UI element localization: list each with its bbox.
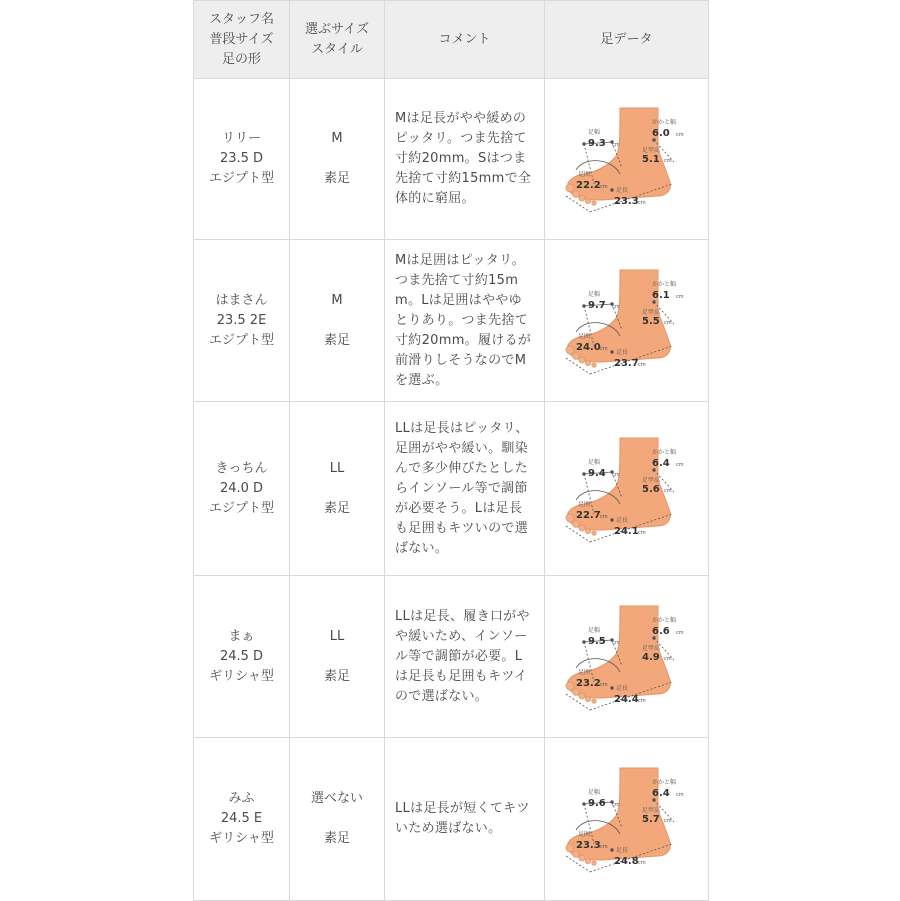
- foot-shape: ギリシャ型: [209, 668, 274, 684]
- heel-value: 6.4: [651, 788, 670, 799]
- size-cell: [290, 79, 385, 240]
- size-cell: [290, 240, 385, 402]
- size-cell: [290, 402, 385, 576]
- length-unit: cm: [637, 697, 646, 704]
- comment-text: LLは足長はピッタリ、足囲がやや緩い。馴染んで多少伸びたとしたらインソール等で調節が必要そう。Lは足長も足囲もキツいので選ばない。: [395, 420, 529, 556]
- girth-value: 22.7: [575, 509, 601, 521]
- staff-name: きっちん: [215, 460, 268, 476]
- girth-label: 足囲: [577, 831, 590, 838]
- comment-cell: [385, 738, 545, 901]
- staff-name: まぁ: [228, 628, 255, 644]
- foot-shape: エジプト型: [208, 171, 274, 186]
- foot-shape: エジプト型: [208, 332, 274, 348]
- length-value: 24.8: [613, 856, 639, 867]
- heel-label: かかと幅: [651, 119, 676, 126]
- instep-label: 足甲高: [641, 476, 660, 484]
- girth-value: 23.3: [575, 840, 601, 851]
- girth-label: 足囲: [577, 668, 590, 676]
- foot-data-cell: [545, 576, 709, 738]
- width-label: 足幅: [587, 129, 600, 136]
- comment-text: LLは足長が短くてキツいため選ばない。: [395, 801, 530, 836]
- width-label: 足幅: [587, 290, 600, 298]
- header-size: [290, 1, 385, 79]
- girth-label: 足囲: [577, 500, 590, 508]
- heel-unit: cm: [675, 629, 684, 636]
- width-unit: cm: [611, 471, 620, 478]
- foot-diagram: [562, 104, 692, 214]
- length-value: 23.3: [613, 196, 639, 207]
- heel-unit: cm: [675, 293, 684, 300]
- length-value: 24.4: [613, 693, 639, 705]
- table-row: [194, 576, 709, 738]
- header-chosen-size: 選ぶサイズ: [305, 21, 369, 37]
- length-unit: cm: [637, 361, 646, 368]
- length-value: 24.1: [613, 525, 639, 537]
- width-label: 足幅: [587, 458, 600, 466]
- chosen-size: LL: [329, 628, 345, 644]
- instep-unit: cm: [663, 319, 672, 326]
- heel-value: 6.4: [651, 457, 670, 469]
- comment-text: Mは足囲はピッタリ。つま先捨て寸約15mm。Lは足囲はややゆとりあり。つま先捨て寸約20mm。履けるが前滑りしそうなのでMを選ぶ。: [395, 252, 532, 388]
- staff-cell: [194, 240, 290, 402]
- staff-cell: [194, 402, 290, 576]
- width-value: 9.7: [587, 299, 606, 311]
- chosen-size: M: [331, 292, 343, 308]
- usual-size: 23.5 2E: [216, 312, 267, 328]
- length-label: 足長: [615, 847, 628, 854]
- heel-value: 6.6: [651, 625, 670, 637]
- width-value: 9.6: [587, 798, 606, 809]
- girth-label: 足囲: [577, 171, 590, 178]
- staff-name: リリー: [221, 131, 261, 146]
- foot-diagram: [562, 602, 692, 712]
- heel-label: かかと幅: [651, 779, 676, 786]
- instep-label: 足甲高: [641, 644, 660, 652]
- girth-value: 22.2: [575, 180, 601, 191]
- instep-value: 5.1: [641, 154, 660, 165]
- instep-unit: cm: [663, 158, 672, 164]
- instep-value: 5.7: [641, 814, 660, 825]
- girth-unit: cm: [599, 844, 608, 850]
- instep-label: 足甲高: [641, 308, 660, 316]
- staff-name: みふ: [228, 791, 255, 806]
- length-unit: cm: [637, 860, 646, 866]
- foot-data-cell: [545, 402, 709, 576]
- style: 素足: [323, 831, 350, 846]
- length-value: 23.7: [613, 357, 639, 369]
- comment-cell: [385, 576, 545, 738]
- header-usual-size: 普段サイズ: [209, 31, 274, 47]
- table-row: [194, 240, 709, 402]
- usual-size: 24.5 E: [220, 811, 263, 826]
- width-unit: cm: [611, 639, 620, 646]
- chosen-size: 選べない: [310, 791, 363, 806]
- foot-diagram: [562, 266, 692, 376]
- staff-cell: [194, 738, 290, 901]
- staff-size-table: [193, 0, 709, 901]
- comment-cell: [385, 79, 545, 240]
- size-cell: [290, 738, 385, 901]
- instep-unit: cm: [663, 655, 672, 662]
- header-foot-shape: 足の形: [221, 51, 261, 67]
- table-row: [194, 79, 709, 240]
- comment-cell: [385, 402, 545, 576]
- foot-shape: エジプト型: [208, 500, 274, 516]
- comment-text: LLは足長、履き口がやや緩いため、インソール等で調節が必要。Lは足長も足囲もキツイので選ばない。: [395, 608, 530, 704]
- girth-unit: cm: [599, 345, 608, 352]
- girth-label: 足囲: [577, 332, 590, 340]
- style: 素足: [323, 332, 350, 348]
- girth-unit: cm: [599, 513, 608, 520]
- length-unit: cm: [637, 529, 646, 536]
- staff-cell: [194, 79, 290, 240]
- length-label: 足長: [615, 684, 628, 692]
- table-header-row: [194, 1, 709, 79]
- heel-label: かかと幅: [651, 448, 676, 456]
- girth-unit: cm: [599, 681, 608, 688]
- header-comment: コメント: [385, 1, 545, 79]
- foot-diagram: [562, 764, 692, 874]
- instep-value: 4.9: [641, 651, 660, 663]
- chosen-size: M: [331, 131, 343, 146]
- heel-value: 6.0: [651, 128, 670, 139]
- comment-cell: [385, 240, 545, 402]
- instep-unit: cm: [663, 818, 672, 824]
- instep-label: 足甲高: [641, 147, 660, 154]
- width-value: 9.3: [587, 138, 606, 149]
- instep-unit: cm: [663, 487, 672, 494]
- instep-value: 5.5: [641, 315, 660, 327]
- foot-data-cell: [545, 240, 709, 402]
- staff-name: はまさん: [215, 292, 268, 308]
- table-row: [194, 402, 709, 576]
- usual-size: 24.0 D: [219, 480, 264, 496]
- style: 素足: [323, 500, 350, 516]
- heel-unit: cm: [675, 792, 684, 798]
- heel-unit: cm: [675, 132, 684, 138]
- foot-diagram: [562, 434, 692, 544]
- girth-value: 24.0: [575, 341, 601, 353]
- girth-unit: cm: [599, 184, 608, 190]
- instep-value: 5.6: [641, 483, 660, 495]
- header-style: スタイル: [311, 41, 363, 57]
- width-unit: cm: [611, 303, 620, 310]
- heel-label: かかと幅: [651, 280, 676, 288]
- header-staff: [194, 1, 290, 79]
- usual-size: 24.5 D: [219, 648, 264, 664]
- size-cell: [290, 576, 385, 738]
- heel-unit: cm: [675, 461, 684, 468]
- heel-value: 6.1: [651, 289, 670, 301]
- width-label: 足幅: [587, 789, 600, 796]
- header-foot-data: 足データ: [545, 1, 709, 79]
- length-label: 足長: [615, 348, 628, 356]
- width-unit: cm: [611, 802, 620, 808]
- table-row: [194, 738, 709, 901]
- chosen-size: LL: [329, 460, 345, 476]
- foot-data-cell: [545, 79, 709, 240]
- staff-cell: [194, 576, 290, 738]
- length-unit: cm: [637, 200, 646, 206]
- comment-text: Mは足長がやや緩めのピッタリ。つま先捨て寸約20mm。Sはつま先捨て寸約15mmで全体的に窮屈。: [395, 111, 532, 206]
- length-label: 足長: [615, 187, 628, 194]
- width-value: 9.4: [587, 467, 606, 479]
- foot-data-cell: [545, 738, 709, 901]
- header-staff-name: スタッフ名: [208, 11, 274, 27]
- foot-shape: ギリシャ型: [209, 831, 274, 846]
- heel-label: かかと幅: [651, 616, 676, 624]
- style: 素足: [323, 668, 350, 684]
- instep-label: 足甲高: [641, 807, 660, 814]
- girth-value: 23.2: [575, 677, 601, 689]
- length-label: 足長: [615, 516, 628, 524]
- width-value: 9.5: [587, 635, 606, 647]
- style: 素足: [323, 171, 350, 186]
- usual-size: 23.5 D: [219, 151, 264, 166]
- width-unit: cm: [611, 142, 620, 148]
- width-label: 足幅: [587, 626, 600, 634]
